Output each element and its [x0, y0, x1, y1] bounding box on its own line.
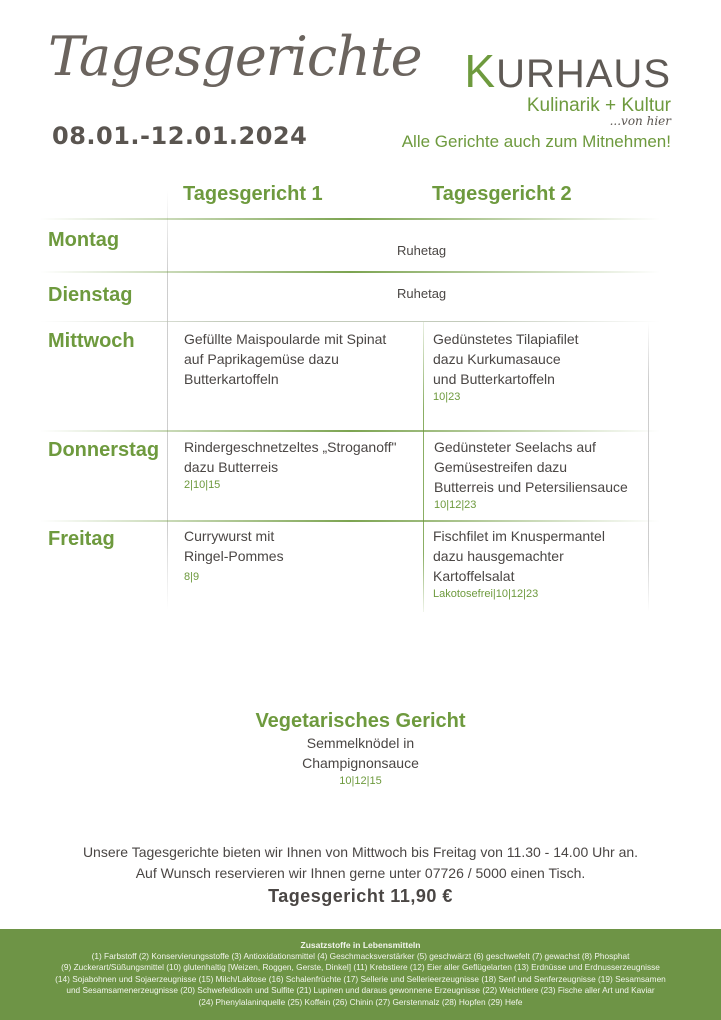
day-label-mittwoch: Mittwoch: [48, 330, 135, 352]
dish-line: auf Paprikagemüse dazu: [184, 351, 339, 367]
allergen-codes: 8|9: [184, 571, 200, 583]
column-header-1: Tagesgericht 1: [183, 183, 323, 205]
date-range: 08.01.-12.01.2024: [52, 122, 308, 150]
day-label-freitag: Freitag: [48, 528, 115, 550]
column-header-2: Tagesgericht 2: [432, 183, 572, 205]
page-title: Tagesgerichte: [48, 25, 422, 88]
grid-divider-right: [648, 322, 649, 612]
additives-line: (9) Zuckerart/Süßungsmittel (10) glutenhaltig [Weizen, Roggen, Gerste, Dinkel] (11) Krebstiere (12) Eier aller Geflügelarten (13) Erdnüsse und Erdnusserzeugnisse: [61, 962, 660, 973]
service-info: [0, 842, 721, 884]
vegetarian-allergen-codes: 10|12|15: [339, 775, 382, 787]
dish-line: Butterkartoffeln: [184, 371, 279, 387]
allergen-codes: 2|10|15: [184, 479, 221, 491]
logo-subtitle: Kulinarik + Kultur: [526, 95, 671, 116]
dish-line: Rindergeschnetzeltes „Stroganoff": [184, 439, 397, 455]
dienstag-closed: Ruhetag: [397, 286, 447, 301]
additives-line: (1) Farbstoff (2) Konservierungsstoffe (3) Antioxidationsmittel (4) Geschmacksverstärker (5) geschwärzt (6) geschwefelt (7) gewachst (8) Phosphat: [91, 951, 630, 961]
dish-line: Ringel-Pommes: [184, 548, 284, 564]
dish-line: Gemüsestreifen dazu: [434, 459, 568, 475]
grid-line-donnerstag: [40, 520, 660, 522]
freitag-dish-1: [184, 526, 284, 585]
price: Tagesgericht 11,90 €: [268, 886, 453, 906]
allergen-codes: 10|23: [433, 391, 461, 403]
grid-divider-day-column: [167, 190, 168, 610]
logo-tagline: ...von hier: [609, 114, 671, 128]
dish-line: dazu Butterreis: [184, 459, 279, 475]
grid-line-montag: [40, 271, 660, 273]
kurhaus-logo: [464, 45, 671, 128]
additives-footer: [0, 929, 721, 1020]
additives-line: (14) Sojabohnen und Sojaerzeugnisse (15) Milch/Laktose (16) Schalenfrüchte (17) Sellerie und Sellerieerzeugnisse (18) Senf und Senferzeugnisse (19) Sesamsamen: [55, 973, 666, 984]
dish-line: Gedünsteter Seelachs auf: [434, 439, 596, 455]
allergen-codes: Lakotosefrei|10|12|23: [433, 588, 539, 600]
mittwoch-dish-2: [433, 329, 579, 405]
day-label-donnerstag: Donnerstag: [48, 439, 160, 461]
day-label-montag: Montag: [48, 229, 120, 251]
logo-rest: URHAUS: [496, 52, 671, 96]
takeaway-note: Alle Gerichte auch zum Mitnehmen!: [401, 132, 671, 151]
day-label-dienstag: Dienstag: [48, 284, 133, 306]
dish-line: dazu Kurkumasauce: [433, 351, 561, 367]
allergen-codes: 10|12|23: [434, 499, 477, 511]
logo-wordmark: [464, 45, 671, 97]
dish-line: Kartoffelsalat: [433, 568, 515, 584]
dish-line: Gedünstetes Tilapiafilet: [433, 331, 579, 347]
service-hours: Unsere Tagesgerichte bieten wir Ihnen von Mittwoch bis Freitag von 11.30 - 14.00 Uhr an.: [82, 844, 639, 860]
logo-initial: K: [464, 45, 497, 97]
vegetarian-dish-line: Semmelknödel in: [306, 735, 415, 751]
montag-closed: Ruhetag: [397, 243, 447, 258]
grid-line-dienstag: [40, 321, 660, 322]
donnerstag-dish-1: [184, 437, 397, 493]
dish-line: Currywurst mit: [184, 528, 275, 544]
vegetarian-section: [0, 710, 721, 789]
dish-line: und Butterkartoffeln: [433, 371, 555, 387]
grid-line-mittwoch: [40, 430, 660, 432]
reservation-info: Auf Wunsch reservieren wir Ihnen gerne unter 07726 / 5000 einen Tisch.: [135, 865, 586, 881]
grid-line-header: [40, 218, 660, 220]
vegetarian-dish-line: Champignonsauce: [302, 755, 419, 771]
freitag-dish-2: [433, 526, 605, 602]
additives-line: und Sesamsamenerzeugnisse (20) Schwefeldioxin und Sulfite (21) Lupinen und daraus gewonnene Erzeugnisse (22) Weichtiere (23) Fische aller Art und Kaviar: [66, 985, 655, 996]
dish-line: dazu hausgemachter: [433, 548, 564, 564]
grid-divider-dish-columns: [423, 322, 424, 612]
vegetarian-title: Vegetarisches Gericht: [255, 710, 466, 732]
additives-line: (24) Phenylalaninquelle (25) Koffein (26) Chinin (27) Gerstenmalz (28) Hopfen (29) Hefe: [198, 996, 523, 1007]
mittwoch-dish-1: [184, 329, 386, 389]
additives-title: Zusatzstoffe in Lebensmitteln: [300, 940, 421, 950]
donnerstag-dish-2: [434, 437, 628, 513]
dish-line: Fischfilet im Knuspermantel: [433, 528, 605, 544]
dish-line: Butterreis und Petersiliensauce: [434, 479, 628, 495]
dish-line: Gefüllte Maispoularde mit Spinat: [184, 331, 387, 347]
